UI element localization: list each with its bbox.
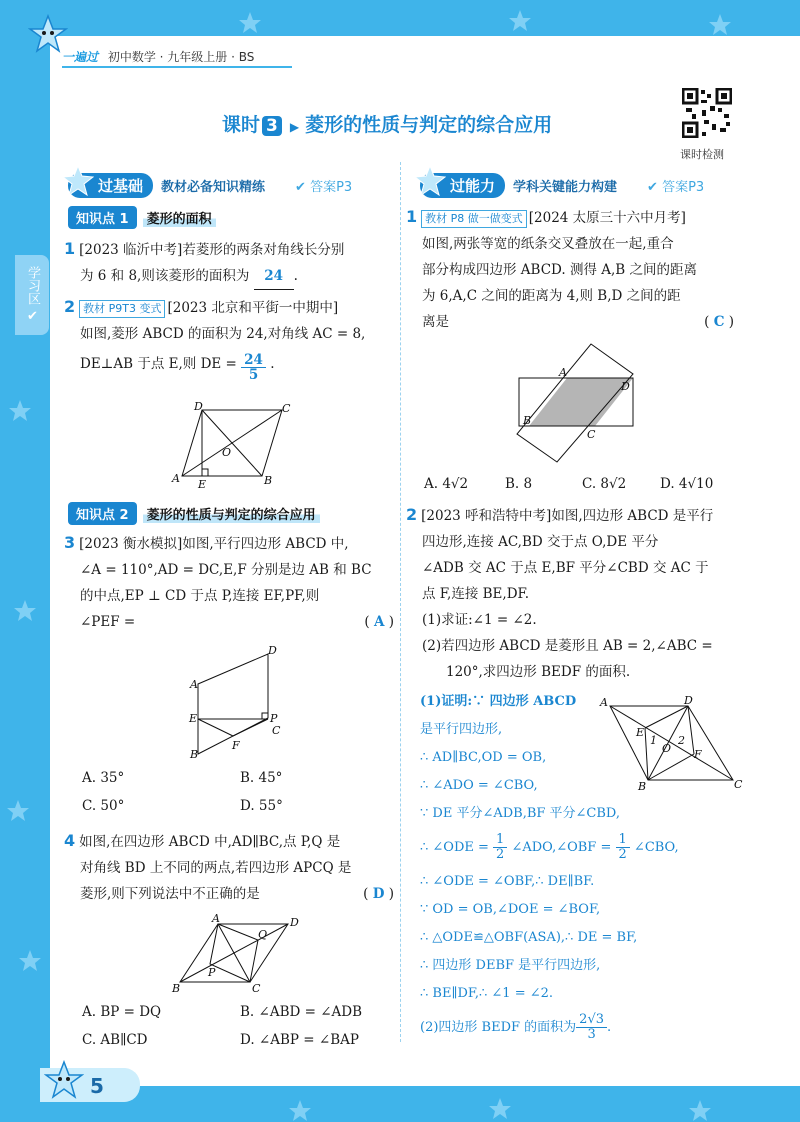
textbook-tag: 教材 P9T3 变式	[79, 300, 165, 318]
solution-line: ∴ AD∥BC,OD = OB,	[420, 750, 547, 765]
svg-text:D: D	[290, 916, 299, 929]
answer-choice: D	[372, 886, 385, 902]
figure-parallelogram-q3	[188, 642, 288, 762]
q3-choice-b[interactable]	[240, 770, 282, 786]
question-source: [2023 临沂中考]	[79, 242, 183, 258]
question-number: 2	[406, 505, 418, 524]
solution-line: ∴ ∠ADO = ∠CBO,	[420, 778, 538, 793]
answer-ref-label: 答案P3	[310, 179, 353, 195]
svg-text:P: P	[208, 966, 216, 979]
left-section-header	[68, 172, 352, 198]
answer-ref[interactable]: ✔ 答案P3	[647, 179, 705, 195]
figure-rhombus-q2	[170, 398, 300, 490]
section-badge	[68, 173, 153, 198]
q-text: 的中点,EP ⊥ CD 于点 P,连接 EF,PF,则	[80, 588, 320, 604]
solution-line: ∵ DE 平分∠ADB,BF 平分∠CBD,	[420, 806, 621, 821]
r1-choice-c[interactable]	[582, 476, 626, 492]
r1-choice-b[interactable]	[505, 476, 532, 492]
q4-choice-b[interactable]	[240, 1004, 362, 1020]
figure-paper-strips	[515, 340, 640, 465]
kp-title: 菱形的面积	[143, 208, 216, 227]
kp-title: 菱形的性质与判定的综合应用	[143, 504, 320, 523]
question-number: 1	[64, 239, 76, 258]
question-source: [2023 呼和浩特中考]	[421, 508, 552, 524]
page-title	[222, 110, 552, 137]
q-text: 点 F,连接 BE,DF.	[422, 586, 530, 602]
choice-text: B. ∠ABD = ∠ADB	[240, 1004, 363, 1020]
lesson-number: 3	[262, 116, 282, 136]
question-source: [2024 太原三十六中月考]	[528, 210, 686, 226]
qr-label: 课时检测	[680, 148, 724, 161]
choice-text: D. ∠ABP = ∠BAP	[240, 1032, 359, 1048]
q-text: 如图,菱形 ABCD 的面积为 24,对角线 AC = 8,	[80, 326, 366, 342]
svg-text:A: A	[172, 472, 180, 485]
solution-line: ∴ △ODE≌△OBF(ASA),∴ DE = BF,	[420, 930, 638, 945]
svg-text:B: B	[190, 748, 199, 761]
question-1	[64, 236, 394, 290]
side-tab-study[interactable]: 学习区 ✔	[15, 255, 49, 335]
frac-den: 2	[496, 847, 505, 862]
q4-choice-d[interactable]	[240, 1032, 359, 1048]
header-rule	[62, 66, 292, 68]
question-source: [2023 北京和平街一中期中]	[167, 300, 339, 316]
area-fraction	[576, 1013, 607, 1042]
right-question-1	[406, 204, 742, 335]
title-text: 菱形的性质与判定的综合应用	[305, 114, 553, 136]
column-divider	[400, 162, 401, 1042]
knowledge-point-1	[68, 206, 216, 229]
question-number: 2	[64, 297, 76, 316]
figure-rhombus-q4	[170, 912, 310, 996]
solution-line: ∠CBO,	[633, 840, 679, 855]
right-section-header	[420, 172, 704, 198]
q-text: 离是	[422, 314, 449, 330]
question-4	[64, 828, 394, 907]
svg-text:E: E	[198, 478, 207, 490]
section-subtitle: 教材必备知识精练	[161, 179, 266, 195]
answer-choice: C	[713, 314, 725, 330]
frac-num: 1	[616, 833, 630, 848]
solution-line: .	[607, 1020, 612, 1035]
question-3	[64, 530, 394, 635]
svg-text:O: O	[662, 742, 672, 755]
svg-text:A: A	[559, 366, 567, 379]
frac-den: 3	[587, 1027, 596, 1042]
svg-text:D: D	[194, 400, 203, 413]
q-part-1: (1)求证:∠1 = ∠2.	[422, 612, 537, 628]
frac-num: 24	[241, 353, 266, 368]
solution-line: ∴ 四边形 DEBF 是平行四边形,	[420, 958, 601, 973]
q-text: 如图,四边形 ABCD 是平行	[551, 508, 714, 524]
q3-choice-c[interactable]	[82, 798, 124, 814]
q-text: 四边形,连接 AC,BD 交于点 O,DE 平分	[422, 534, 659, 550]
header-text: 初中数学 · 九年级上册 · BS	[107, 50, 255, 64]
choice-text: A. 4√2	[424, 476, 469, 492]
choice-text: D. 4√10	[660, 476, 714, 492]
choice-text: C. 8√2	[582, 476, 627, 492]
q-text: ∠A = 110°,AD = DC,E,F 分别是边 AB 和 BC	[80, 562, 372, 578]
solution-line: ∴ ∠ODE = ∠OBF,∴ DE∥BF.	[420, 874, 595, 889]
badge-label: 过基础	[98, 176, 144, 195]
q-text: DE⊥AB 于点 E,则 DE =	[80, 356, 237, 372]
answer-fraction	[241, 353, 266, 382]
answer-ref[interactable]: ✔ 答案P3	[295, 179, 353, 195]
q-text: 对角线 BD 上不同的两点,若四边形 APCQ 是	[80, 860, 352, 876]
page-number: 5	[90, 1074, 104, 1098]
brand-logo: 一遍过	[62, 50, 99, 64]
svg-text:A: A	[600, 696, 608, 709]
choice-text: B. 8	[505, 476, 533, 492]
q4-choice-c[interactable]	[82, 1032, 148, 1048]
q-text: 部分构成四边形 ABCD. 测得 A,B 之间的距离	[422, 262, 698, 278]
q-text: .	[270, 356, 275, 372]
mascot-star-icon	[44, 1060, 84, 1100]
svg-text:F: F	[232, 739, 240, 752]
q-text: 若菱形的两条对角线长分别	[182, 242, 345, 258]
question-source: [2023 衡水模拟]	[79, 536, 183, 552]
triangle-icon: ▶	[289, 120, 300, 134]
q-text: 如图,在四边形 ABCD 中,AD∥BC,点 P,Q 是	[79, 834, 341, 850]
q-text: .	[293, 268, 298, 284]
svg-text:2: 2	[678, 734, 685, 747]
r1-choice-d[interactable]	[660, 476, 713, 492]
svg-text:B: B	[264, 474, 273, 487]
svg-text:1: 1	[650, 734, 657, 747]
solution-line: 是平行四边形,	[420, 722, 503, 737]
q-text: 如图,两张等宽的纸条交叉叠放在一起,重合	[422, 236, 674, 252]
figure-parallelogram-r2	[598, 692, 748, 792]
section-badge	[420, 173, 505, 198]
choice-text: B. 45°	[240, 770, 283, 786]
svg-text:B: B	[523, 414, 532, 427]
svg-text:A: A	[190, 678, 198, 691]
right-question-2	[406, 502, 742, 685]
running-header	[62, 48, 254, 65]
q-text: 为 6,A,C 之间的距离为 4,则 B,D 之间的距	[422, 288, 681, 304]
svg-text:C: C	[282, 402, 291, 415]
choice-text: A. 35°	[82, 770, 125, 786]
q-text: ∠ADB 交 AC 于点 E,BF 平分∠CBD 交 AC 于	[422, 560, 709, 576]
svg-text:P: P	[270, 712, 278, 725]
textbook-tag: 教材 P8 做一做变式	[421, 210, 527, 228]
mascot-icon	[62, 165, 94, 197]
solution-line: ∴ ∠ODE =	[420, 840, 489, 855]
mascot-icon	[414, 165, 446, 197]
answer-choice: A	[373, 614, 385, 630]
svg-text:E: E	[636, 726, 645, 739]
q-text: 为 6 和 8,则该菱形的面积为	[80, 268, 250, 284]
choice-text: D. 55°	[240, 798, 283, 814]
question-2	[64, 294, 394, 382]
title-prefix: 课时	[222, 114, 261, 136]
q-text: ∠PEF =	[80, 614, 136, 630]
section-subtitle: 学科关键能力构建	[513, 179, 618, 195]
svg-text:F: F	[694, 748, 702, 761]
choice-text: C. AB∥CD	[82, 1032, 148, 1048]
badge-label: 过能力	[450, 176, 496, 195]
svg-text:B: B	[172, 982, 181, 995]
svg-text:D: D	[684, 694, 693, 707]
svg-text:C: C	[587, 428, 596, 441]
q4-choice-a[interactable]	[82, 1004, 161, 1020]
frac-den: 2	[618, 847, 627, 862]
q-part-2: (2)若四边形 ABCD 是菱形且 AB = 2,∠ABC =	[422, 638, 713, 654]
svg-text:O: O	[222, 446, 232, 459]
svg-text:E: E	[189, 712, 198, 725]
half-fraction	[493, 833, 507, 862]
svg-text:B: B	[638, 780, 647, 792]
solution-line: ∴ BE∥DF,∴ ∠1 = ∠2.	[420, 986, 554, 1001]
knowledge-point-2	[68, 502, 320, 525]
kp-tag: 知识点 2	[68, 502, 137, 525]
solution-line: (2)四边形 BEDF 的面积为	[420, 1020, 577, 1035]
svg-text:A: A	[212, 912, 220, 925]
choice-text: A. BP = DQ	[82, 1004, 162, 1020]
q-part-2: 120°,求四边形 BEDF 的面积.	[446, 664, 631, 680]
solution-line: ∵ OD = OB,∠DOE = ∠BOF,	[420, 902, 601, 917]
frac-den: 5	[248, 367, 259, 383]
kp-tag: 知识点 1	[68, 206, 137, 229]
question-number: 1	[406, 207, 418, 226]
svg-text:C: C	[734, 778, 743, 791]
choice-text: C. 50°	[82, 798, 125, 814]
answer-bracket: ( A )	[364, 614, 394, 630]
solution-line: (1)证明:∵ 四边形 ABCD	[420, 694, 577, 709]
qr-code-icon[interactable]	[682, 88, 732, 138]
svg-text:C: C	[252, 982, 261, 995]
solution-line: ∠ADO,∠OBF =	[511, 840, 612, 855]
question-number: 3	[64, 533, 76, 552]
q-text: 如图,平行四边形 ABCD 中,	[182, 536, 349, 552]
answer-bracket: ( D )	[363, 886, 394, 902]
half-fraction	[616, 833, 630, 862]
svg-text:C: C	[272, 724, 281, 737]
q3-choice-a[interactable]	[82, 770, 124, 786]
svg-text:Q: Q	[258, 928, 268, 941]
answer-bracket: ( C )	[704, 314, 734, 330]
frac-num: 1	[493, 833, 507, 848]
question-number: 4	[64, 831, 76, 850]
q3-choice-d[interactable]	[240, 798, 283, 814]
answer-fill: 24	[254, 263, 294, 290]
answer-ref-label: 答案P3	[662, 179, 705, 195]
frac-num: 2√3	[576, 1013, 607, 1028]
q-text: 菱形,则下列说法中不正确的是	[80, 886, 260, 902]
r1-choice-a[interactable]	[424, 476, 468, 492]
side-tab-label: 学习区	[25, 265, 40, 305]
svg-text:D: D	[268, 644, 277, 657]
svg-text:D: D	[621, 380, 630, 393]
